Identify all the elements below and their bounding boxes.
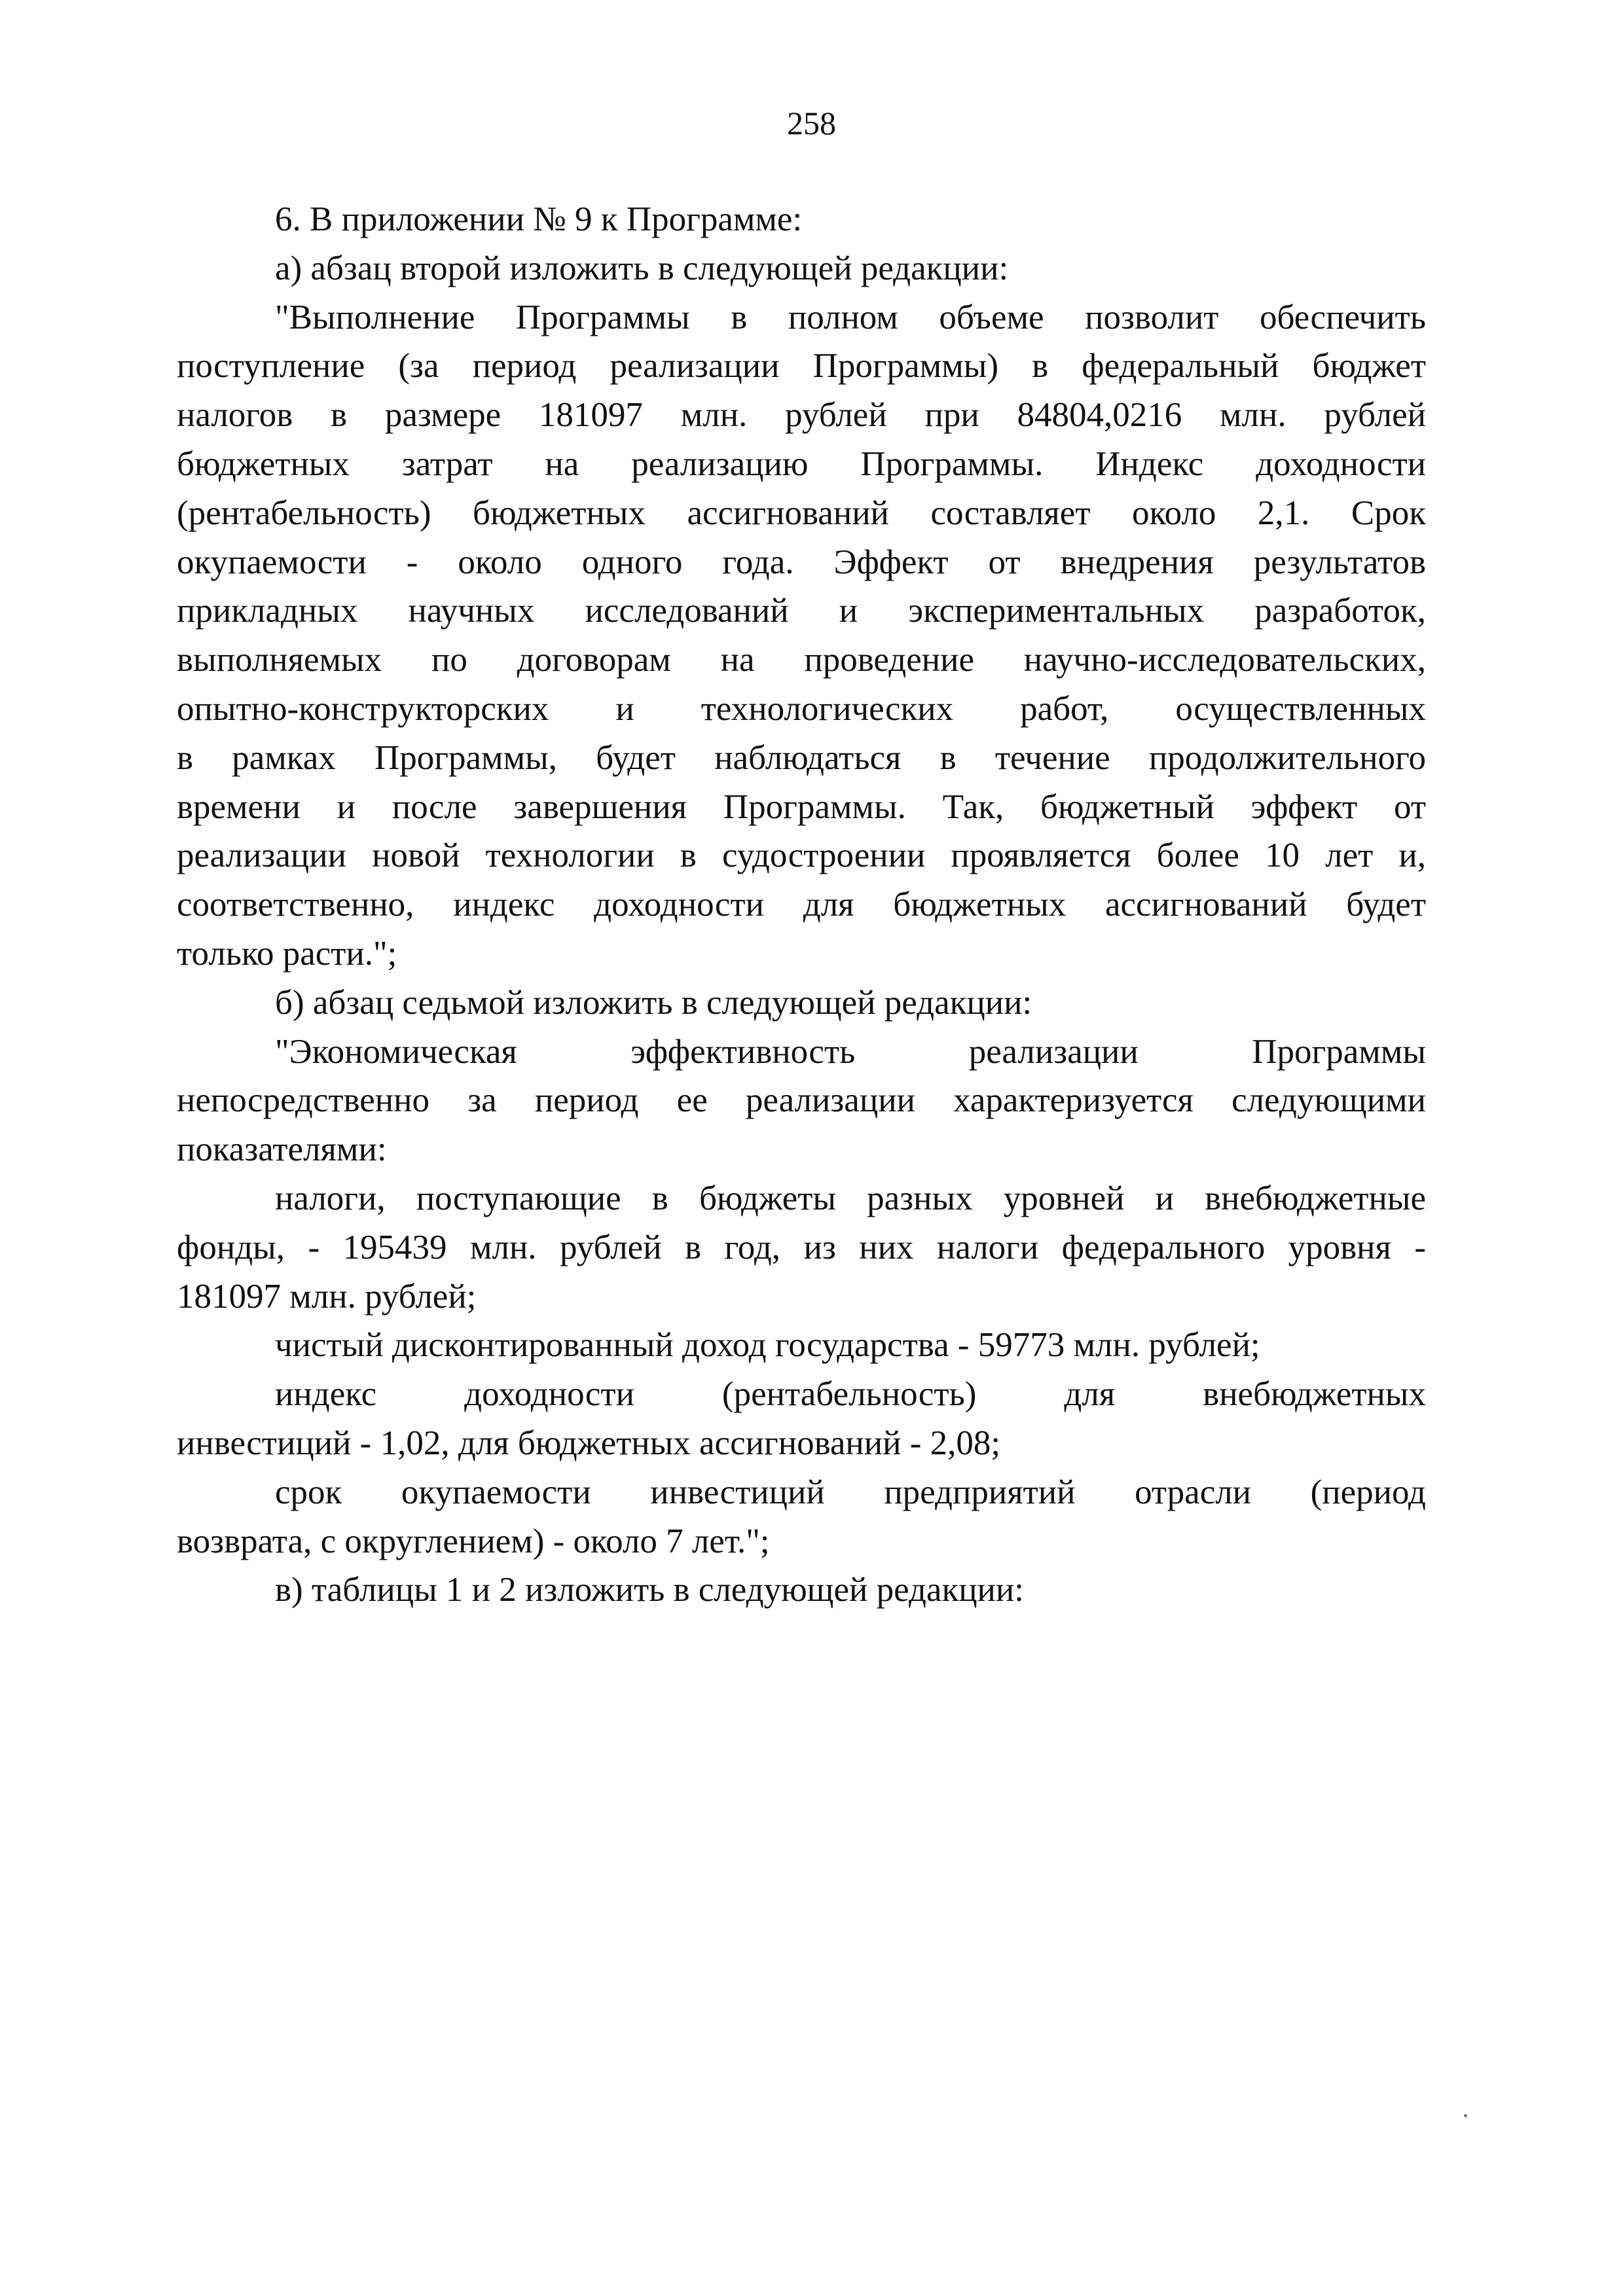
text-line: прикладных научных исследований и экспериментальных разработок, (177, 592, 1426, 630)
document-body (177, 195, 1426, 1615)
text-line: соответственно, индекс доходности для бюджетных ассигнований будет (177, 886, 1426, 924)
payback-period-paragraph (177, 1468, 1426, 1566)
text-line: налоги, поступающие в бюджеты разных уровней и внебюджетные (275, 1179, 1426, 1217)
text-line: возврата, с округлением) - около 7 лет."; (177, 1522, 770, 1560)
text-line: окупаемости - около одного года. Эффект от внедрения результатов (177, 543, 1426, 581)
text-line: инвестиций - 1,02, для бюджетных ассигнований - 2,08; (177, 1424, 1001, 1462)
text-line: "Экономическая эффективность реализации Программы (275, 1032, 1426, 1071)
text-line: реализации новой технологии в судостроении проявляется более 10 лет и, (177, 836, 1426, 875)
quoted-paragraph-second (177, 293, 1426, 978)
net-income-paragraph: чистый дисконтированный доход государства - 59773 млн. рублей; (275, 1326, 1260, 1365)
text-line: индекс доходности (рентабельность) для внебюджетных (275, 1375, 1426, 1414)
text-line: (рентабельность) бюджетных ассигнований составляет около 2,1. Срок (177, 493, 1426, 532)
item-c-heading: в) таблицы 1 и 2 изложить в следующей редакции: (275, 1571, 1025, 1609)
item-6-heading: 6. В приложении № 9 к Программе: (275, 200, 803, 238)
scan-artifact (1464, 2114, 1467, 2117)
text-line: опытно-конструкторских и технологических работ, осуществленных (177, 689, 1426, 728)
page-number: 258 (787, 105, 836, 141)
profitability-index-paragraph (177, 1370, 1426, 1468)
text-line: непосредственно за период ее реализации характеризуется следующими (177, 1081, 1426, 1120)
quoted-paragraph-seventh (177, 1028, 1426, 1174)
text-line: показателями: (177, 1130, 387, 1169)
text-line: бюджетных затрат на реализацию Программы. Индекс доходности (177, 444, 1426, 483)
text-line: времени и после завершения Программы. Так, бюджетный эффект от (177, 787, 1426, 826)
text-line: в рамках Программы, будет наблюдаться в течение продолжительного (177, 738, 1426, 777)
item-a-heading: а) абзац второй изложить в следующей редакции: (275, 249, 1009, 287)
item-b-heading: б) абзац седьмой изложить в следующей редакции: (275, 983, 1032, 1022)
text-line: выполняемых по договорам на проведение научно-исследовательских, (177, 641, 1426, 679)
text-line: срок окупаемости инвестиций предприятий отрасли (период (275, 1473, 1426, 1511)
text-line: "Выполнение Программы в полном объеме позволит обеспечить (275, 298, 1426, 336)
text-line: только расти."; (177, 934, 397, 973)
text-line: поступление (за период реализации Программы) в федеральный бюджет (177, 347, 1426, 386)
text-line: 181097 млн. рублей; (177, 1277, 477, 1316)
text-line: налогов в размере 181097 млн. рублей при 84804,0216 млн. рублей (177, 396, 1426, 435)
text-line: фонды, - 195439 млн. рублей в год, из них налоги федерального уровня - (177, 1228, 1426, 1266)
taxes-paragraph (177, 1174, 1426, 1321)
